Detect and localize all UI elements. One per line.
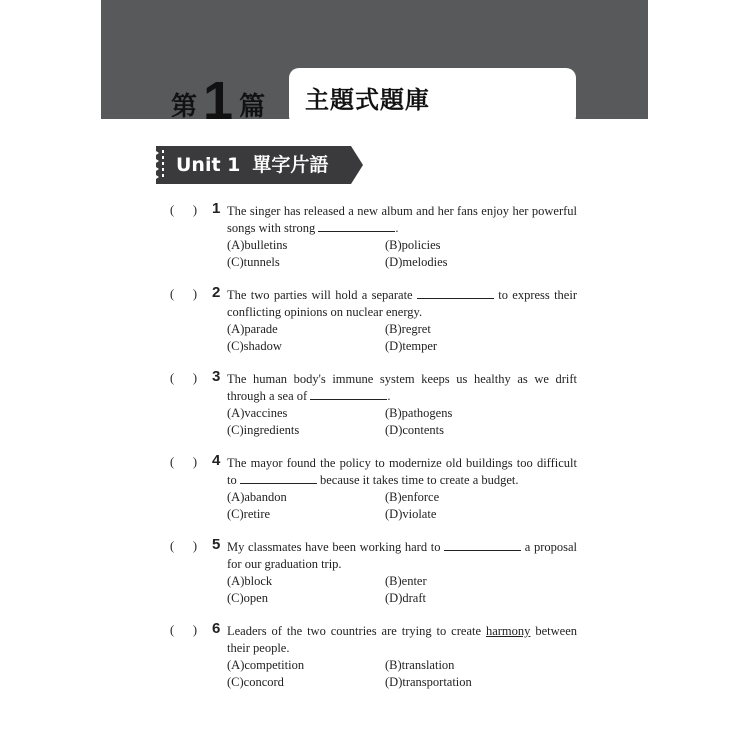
option-b[interactable]: (B)policies xyxy=(385,238,441,252)
unit-tag xyxy=(156,146,363,184)
option-b[interactable]: (B)enter xyxy=(385,574,427,588)
answer-blank xyxy=(444,539,521,551)
answer-paren[interactable]: ( ) xyxy=(170,539,198,553)
question-number: 5 xyxy=(212,536,221,553)
option-c[interactable]: (C)tunnels xyxy=(227,255,280,269)
part-prefix: 第 xyxy=(171,92,198,122)
answer-paren[interactable]: ( ) xyxy=(170,623,198,637)
option-a[interactable]: (A)block xyxy=(227,574,273,588)
question-stem: The singer has released a new album and her fans enjoy her powerful songs with strong . xyxy=(227,204,577,235)
option-c[interactable]: (C)retire xyxy=(227,507,271,521)
underlined-word: harmony xyxy=(485,624,531,638)
answer-blank xyxy=(240,472,317,484)
option-b[interactable]: (B)enforce xyxy=(385,490,440,504)
question-stem: The mayor found the policy to modernize old buildings too difficult to because it takes time to create a budget. xyxy=(227,456,577,487)
answer-paren[interactable]: ( ) xyxy=(170,203,198,217)
option-c[interactable]: (C)ingredients xyxy=(227,423,300,437)
answer-paren[interactable]: ( ) xyxy=(170,371,198,385)
option-d[interactable]: (D)violate xyxy=(385,507,437,521)
option-d[interactable]: (D)transportation xyxy=(385,675,472,689)
chapter-title-box xyxy=(289,68,576,126)
option-d[interactable]: (D)melodies xyxy=(385,255,448,269)
chapter-title: 主題式題庫 xyxy=(305,85,430,114)
option-c[interactable]: (C)open xyxy=(227,591,268,605)
answer-paren[interactable]: ( ) xyxy=(170,287,198,301)
part-label xyxy=(171,71,266,131)
option-d[interactable]: (D)temper xyxy=(385,339,438,353)
part-suffix: 篇 xyxy=(239,92,266,122)
option-a[interactable]: (A)bulletins xyxy=(227,238,288,252)
question-number: 6 xyxy=(212,620,221,637)
question-number: 3 xyxy=(212,368,221,385)
question-stem: Leaders of the two countries are trying to create harmony between their people. xyxy=(227,624,577,655)
question-stem: The two parties will hold a separate to express their conflicting opinions on nuclear energy. xyxy=(227,288,577,319)
question-stem: The human body's immune system keeps us healthy as we drift through a sea of . xyxy=(227,372,577,403)
question-number: 1 xyxy=(212,200,221,217)
option-c[interactable]: (C)concord xyxy=(227,675,284,689)
option-b[interactable]: (B)translation xyxy=(385,658,455,672)
answer-blank xyxy=(318,220,395,232)
option-d[interactable]: (D)contents xyxy=(385,423,445,437)
option-a[interactable]: (A)abandon xyxy=(227,490,287,504)
question-stem: My classmates have been working hard to a proposal for our graduation trip. xyxy=(227,540,577,571)
answer-paren[interactable]: ( ) xyxy=(170,455,198,469)
option-a[interactable]: (A)parade xyxy=(227,322,278,336)
unit-heading xyxy=(176,151,328,179)
option-d[interactable]: (D)draft xyxy=(385,591,426,605)
option-a[interactable]: (A)competition xyxy=(227,658,305,672)
question-number: 2 xyxy=(212,284,221,301)
answer-blank xyxy=(310,388,387,400)
answer-blank xyxy=(417,287,494,299)
part-number: 1 xyxy=(203,71,234,131)
unit-label: Unit 1 xyxy=(176,154,241,176)
book-page xyxy=(101,0,648,750)
option-a[interactable]: (A)vaccines xyxy=(227,406,288,420)
option-c[interactable]: (C)shadow xyxy=(227,339,282,353)
question-number: 4 xyxy=(212,452,221,469)
unit-title: 單字片語 xyxy=(252,154,329,176)
option-b[interactable]: (B)regret xyxy=(385,322,431,336)
option-b[interactable]: (B)pathogens xyxy=(385,406,453,420)
